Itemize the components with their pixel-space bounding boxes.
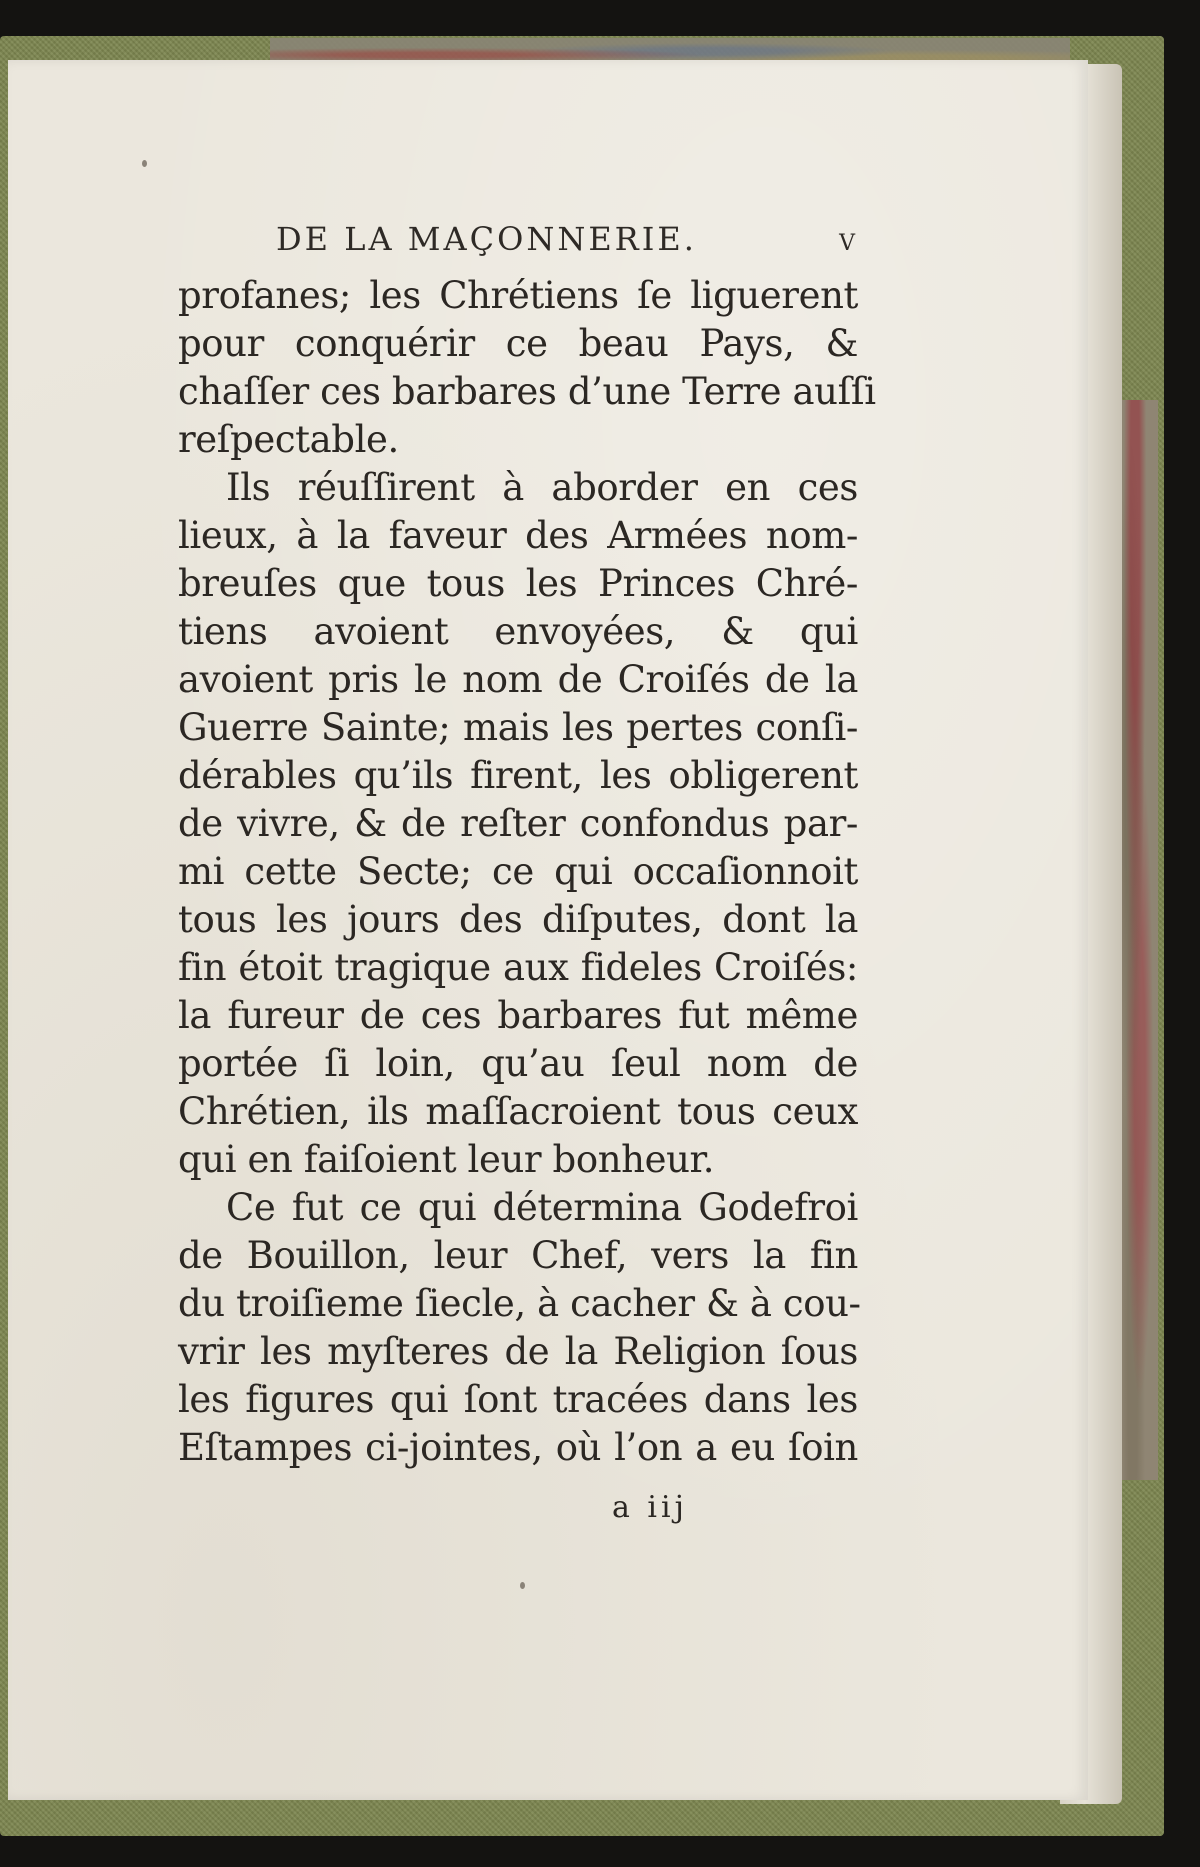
text-line: Eſtampes ci-jointes, où l’on a eu ſoin bbox=[178, 1426, 858, 1469]
text-line: portée ſi loin, qu’au ſeul nom de bbox=[178, 1042, 858, 1085]
text-line: fin étoit tragique aux fideles Croiſés: bbox=[178, 946, 858, 989]
running-title: DE LA MAÇONNERIE. bbox=[276, 220, 697, 258]
text-line: lieux, à la faveur des Armées nom- bbox=[178, 514, 858, 557]
text-line: pour conquérir ce beau Pays, & bbox=[178, 322, 858, 365]
text-line: avoient pris le nom de Croiſés de la bbox=[178, 658, 858, 701]
text-line: profanes; les Chrétiens ſe liguerent bbox=[178, 274, 858, 317]
text-line: chaſſer ces barbares d’une Terre auſſi bbox=[178, 370, 876, 413]
text-line: les figures qui ſont tracées dans les bbox=[178, 1378, 858, 1421]
text-line: la fureur de ces barbares fut même bbox=[178, 994, 858, 1037]
text-line: de vivre, & de reſter confondus par- bbox=[178, 802, 858, 845]
body-text bbox=[178, 272, 876, 1472]
running-header bbox=[276, 220, 858, 266]
text-line: du troiſieme ſiecle, à cacher & à cou- bbox=[178, 1282, 861, 1325]
text-line: tous les jours des diſputes, dont la bbox=[178, 898, 858, 941]
ink-speck bbox=[142, 160, 147, 167]
text-line: Ils réuſſirent à aborder en ces bbox=[226, 466, 858, 509]
text-line: Guerre Sainte; mais les pertes conſi- bbox=[178, 706, 858, 749]
text-line: dérables qu’ils firent, les obligerent bbox=[178, 754, 858, 797]
signature-mark: a iij bbox=[612, 1490, 688, 1525]
text-line: qui en faiſoient leur bonheur. bbox=[178, 1138, 715, 1181]
text-line: mi cette Secte; ce qui occaſionnoit bbox=[178, 850, 858, 893]
text-line: breuſes que tous les Princes Chré- bbox=[178, 562, 858, 605]
text-line: reſpectable. bbox=[178, 418, 399, 461]
text-line: tiens avoient envoyées, & qui bbox=[178, 610, 858, 653]
text-line: Chrétien, ils maſſacroient tous ceux bbox=[178, 1090, 858, 1133]
text-line: de Bouillon, leur Chef, vers la fin bbox=[178, 1234, 858, 1277]
text-line: vrir les myſteres de la Religion ſous bbox=[178, 1330, 858, 1373]
page-number: v bbox=[839, 220, 858, 258]
text-line: Ce fut ce qui détermina Godefroi bbox=[226, 1186, 858, 1229]
ink-speck bbox=[520, 1582, 525, 1589]
